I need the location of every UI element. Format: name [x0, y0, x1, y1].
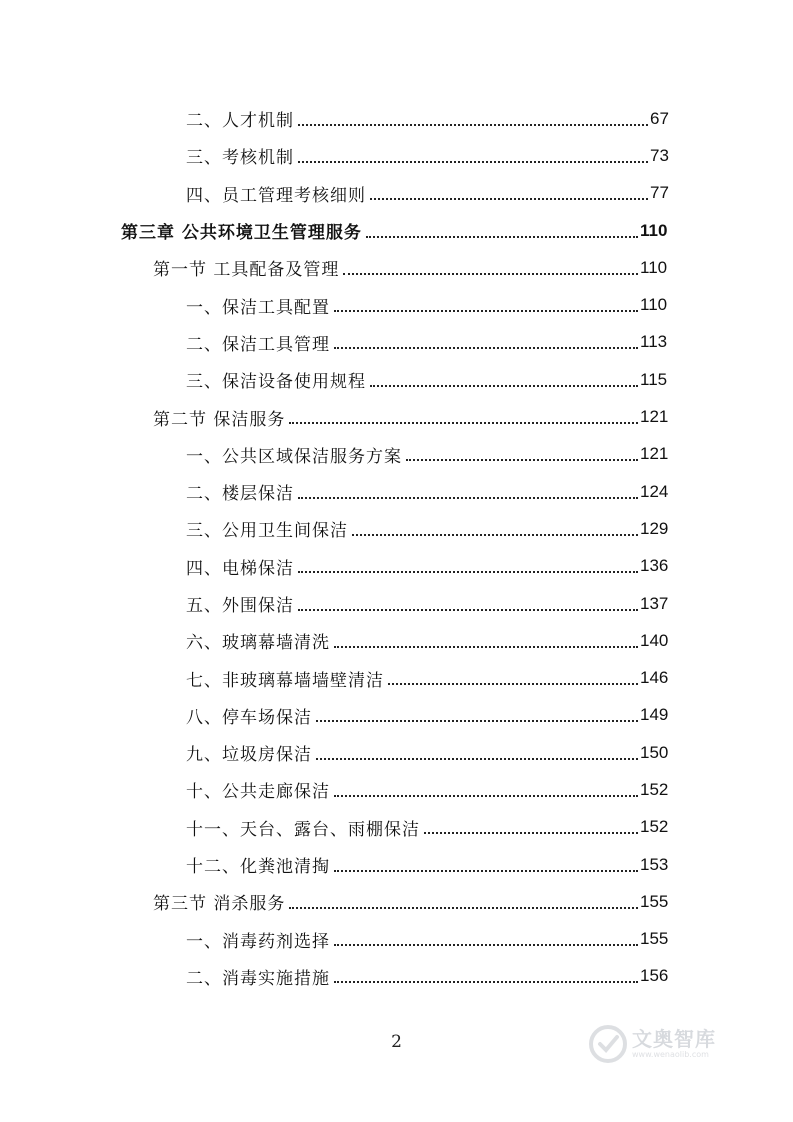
- toc-entry-label: 二、消毒实施措施: [186, 968, 330, 989]
- toc-entry-label: 三、公用卫生间保洁: [186, 521, 348, 542]
- toc-entry-page: 115: [640, 369, 668, 389]
- toc-entry[interactable]: [0, 249, 793, 286]
- toc-dot-leader: [298, 161, 648, 163]
- toc-entry[interactable]: [0, 436, 793, 473]
- toc-entry[interactable]: [0, 697, 793, 734]
- toc-entry-page: 155: [640, 891, 669, 911]
- toc-entry-label: 一、公共区域保洁服务方案: [186, 446, 402, 467]
- toc-entry[interactable]: [0, 548, 793, 585]
- toc-dot-leader: [366, 236, 638, 238]
- toc-dot-leader: [370, 385, 638, 387]
- toc-entry-label: 二、保洁工具管理: [186, 334, 330, 355]
- watermark-url: www.wenaolib.com: [632, 1050, 709, 1059]
- toc-dot-leader: [406, 459, 638, 461]
- toc-entry[interactable]: [0, 286, 793, 323]
- toc-entry[interactable]: [0, 510, 793, 547]
- toc-entry[interactable]: [0, 622, 793, 659]
- toc-entry-page: 146: [640, 668, 669, 688]
- toc-dot-leader: [298, 571, 638, 573]
- toc-entry[interactable]: [0, 324, 793, 361]
- toc-entry-page: 137: [640, 593, 669, 613]
- toc-entry-label: 六、玻璃幕墙清洗: [186, 633, 330, 654]
- toc-entry[interactable]: [0, 659, 793, 696]
- toc-entry-label: 十、公共走廊保洁: [186, 782, 330, 803]
- toc-dot-leader: [343, 273, 638, 275]
- toc-dot-leader: [334, 944, 638, 946]
- toc-dot-leader: [370, 198, 648, 200]
- toc-entry[interactable]: [0, 137, 793, 174]
- toc-entry-label: 第一节 工具配备及管理: [153, 260, 340, 281]
- toc-entry-label: 一、保洁工具配置: [186, 297, 330, 318]
- toc-entry-page: 124: [640, 481, 669, 501]
- toc-entry[interactable]: [0, 734, 793, 771]
- toc-entry-page: 156: [640, 966, 669, 986]
- toc-dot-leader: [388, 683, 638, 685]
- toc-entry-label: 第二节 保洁服务: [153, 409, 286, 430]
- toc-entry[interactable]: [0, 100, 793, 137]
- toc-entry[interactable]: [0, 809, 793, 846]
- toc-dot-leader: [298, 609, 638, 611]
- toc-dot-leader: [334, 310, 638, 312]
- page-number: 2: [391, 1032, 402, 1052]
- toc-entry[interactable]: [0, 771, 793, 808]
- toc-entry[interactable]: [0, 175, 793, 212]
- toc-entry-label: 七、非玻璃幕墙墙壁清洁: [186, 670, 384, 691]
- toc-entry-page: 110: [640, 295, 668, 315]
- toc-entry-page: 150: [640, 742, 669, 762]
- table-of-contents: [0, 100, 793, 995]
- toc-entry-page: 113: [640, 332, 668, 352]
- toc-entry[interactable]: [0, 958, 793, 995]
- toc-entry-page: 67: [650, 108, 669, 128]
- toc-dot-leader: [289, 422, 638, 424]
- toc-entry[interactable]: [0, 921, 793, 958]
- toc-entry-page: 73: [650, 145, 669, 165]
- toc-entry-label: 二、楼层保洁: [186, 484, 294, 505]
- toc-entry-label: 四、员工管理考核细则: [186, 185, 366, 206]
- toc-entry-label: 三、保洁设备使用规程: [186, 372, 366, 393]
- toc-entry[interactable]: [0, 883, 793, 920]
- toc-dot-leader: [334, 795, 638, 797]
- toc-entry[interactable]: [0, 398, 793, 435]
- toc-dot-leader: [334, 981, 638, 983]
- toc-entry-label: 九、垃圾房保洁: [186, 745, 312, 766]
- toc-entry[interactable]: [0, 585, 793, 622]
- logo-icon: [588, 1024, 628, 1064]
- toc-dot-leader: [298, 497, 638, 499]
- toc-dot-leader: [352, 534, 638, 536]
- toc-dot-leader: [298, 124, 648, 126]
- toc-entry-page: 155: [640, 929, 669, 949]
- toc-entry-label: 第三章 公共环境卫生管理服务: [121, 223, 362, 244]
- toc-dot-leader: [334, 646, 638, 648]
- toc-entry-label: 四、电梯保洁: [186, 558, 294, 579]
- toc-entry-label: 五、外围保洁: [186, 596, 294, 616]
- toc-dot-leader: [316, 720, 638, 722]
- toc-entry-page: 129: [640, 518, 669, 538]
- toc-dot-leader: [289, 907, 638, 909]
- toc-entry-label: 三、考核机制: [186, 148, 294, 169]
- watermark: [588, 1018, 748, 1070]
- toc-dot-leader: [334, 347, 638, 349]
- toc-entry-label: 二、人才机制: [186, 111, 294, 132]
- toc-entry-page: 121: [640, 444, 669, 464]
- toc-entry-page: 121: [640, 407, 669, 427]
- toc-entry[interactable]: [0, 473, 793, 510]
- toc-entry-page: 77: [650, 183, 669, 203]
- toc-entry-page: 140: [640, 630, 669, 650]
- toc-entry-page: 152: [640, 779, 669, 799]
- watermark-name: 文奥智库: [632, 1027, 716, 1051]
- toc-dot-leader: [316, 758, 638, 760]
- toc-dot-leader: [424, 832, 638, 834]
- toc-entry-page: 153: [640, 854, 669, 874]
- toc-entry[interactable]: [0, 212, 793, 249]
- toc-entry-label: 八、停车场保洁: [186, 707, 312, 728]
- toc-entry-label: 十一、天台、露台、雨棚保洁: [186, 819, 420, 840]
- toc-entry-page: 152: [640, 817, 669, 837]
- toc-entry[interactable]: [0, 361, 793, 398]
- toc-dot-leader: [334, 870, 638, 872]
- toc-entry-page: 136: [640, 556, 669, 576]
- toc-entry-label: 十二、化粪池清掏: [186, 857, 330, 878]
- toc-entry-label: 第三节 消杀服务: [153, 894, 286, 915]
- toc-entry-page: 149: [640, 705, 669, 725]
- toc-entry-page: 110: [640, 257, 668, 277]
- toc-entry-label: 一、消毒药剂选择: [186, 931, 330, 952]
- toc-entry[interactable]: [0, 846, 793, 883]
- toc-entry-page: 110: [640, 220, 668, 240]
